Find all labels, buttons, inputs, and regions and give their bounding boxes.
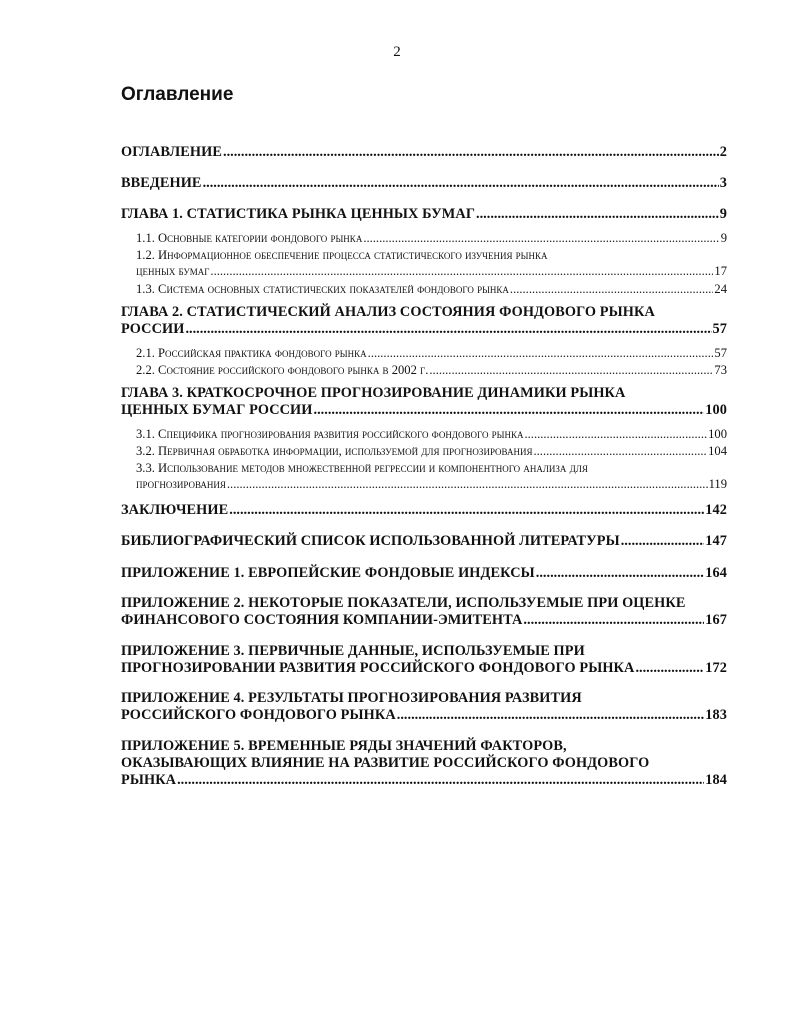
toc-entry-title-line: ПРИЛОЖЕНИЕ 2. НЕКОТОРЫЕ ПОКАЗАТЕЛИ, ИСПОЛЬЗУЕМЫЕ ПРИ ОЦЕНКЕ [121,595,686,611]
toc-entry-title: 3.2. Первичная обработка информации, используемой для прогнозирования [136,444,533,458]
dot-leader [397,707,704,724]
toc-entry-page: 172 [705,660,727,676]
toc-entry-page: 3 [719,175,727,191]
toc-entry-page: 184 [705,772,727,788]
dot-leader [368,346,714,361]
toc-entry-page: 104 [708,444,727,458]
toc-entry-title: ценных бумаг [136,264,210,278]
dot-leader [510,282,713,297]
toc-entry-title: прогнозирования [136,477,226,491]
toc-entry[interactable] [121,595,727,629]
toc-entry[interactable] [121,643,727,677]
dot-leader [229,502,704,519]
toc-entry-title: ВВЕДЕНИЕ [121,175,202,191]
dot-leader [523,612,704,629]
toc-entry-title: ЗАКЛЮЧЕНИЕ [121,502,229,518]
toc-entry-title-line: ОКАЗЫВАЮЩИХ ВЛИЯНИЕ НА РАЗВИТИЕ РОССИЙСКОГО ФОНДОВОГО [121,755,650,771]
toc-entry[interactable] [121,533,727,550]
dot-leader [210,264,713,279]
dot-leader [227,477,708,492]
dot-leader [429,363,713,378]
toc-entry-page: 17 [714,264,727,278]
toc-entry-page: 100 [705,402,727,418]
toc-entry-page: 164 [705,565,727,581]
dot-leader [621,533,705,550]
toc-entry[interactable] [121,738,727,789]
toc-entry-title-line: 3.3. Использование методов множественной регрессии и компонентного анализа для [136,461,588,475]
toc-subentry[interactable] [136,231,727,246]
toc-entry-page: 9 [720,231,727,245]
toc-subentry[interactable] [136,282,727,297]
toc-entry-title-line: ГЛАВА 3. КРАТКОСРОЧНОЕ ПРОГНОЗИРОВАНИЕ ДИНАМИКИ РЫНКА [121,385,626,401]
toc-entry-title: РЫНКА [121,772,177,788]
toc-subentry[interactable] [136,427,727,442]
toc-entry-title: БИБЛИОГРАФИЧЕСКИЙ СПИСОК ИСПОЛЬЗОВАННОЙ ЛИТЕРАТУРЫ [121,533,620,549]
toc-entry-title: ГЛАВА 1. СТАТИСТИКА РЫНКА ЦЕННЫХ БУМАГ [121,206,476,222]
toc-subentry[interactable] [136,444,727,459]
dot-leader [476,206,719,223]
toc-subentry[interactable] [136,363,727,378]
toc-entry[interactable] [121,690,727,724]
toc-entry-page: 57 [714,346,727,360]
dot-leader [635,660,704,677]
toc-entry[interactable] [121,206,727,223]
toc-entry[interactable] [121,565,727,582]
toc-entry-page: 183 [705,707,727,723]
toc-entry[interactable] [121,502,727,519]
toc-heading: Оглавление [121,84,234,105]
toc-entry-title: 1.1. Основные категории фондового рынка [136,231,363,245]
toc-entry-title: 2.1. Российская практика фондового рынка [136,346,367,360]
toc-subentry[interactable] [136,346,727,361]
toc-entry-title: ПРОГНОЗИРОВАНИИ РАЗВИТИЯ РОССИЙСКОГО ФОНДОВОГО РЫНКА [121,660,635,676]
toc-entry-title-line: ПРИЛОЖЕНИЕ 4. РЕЗУЛЬТАТЫ ПРОГНОЗИРОВАНИЯ РАЗВИТИЯ [121,690,582,706]
toc-entry-title-line: ПРИЛОЖЕНИЕ 3. ПЕРВИЧНЫЕ ДАННЫЕ, ИСПОЛЬЗУЕМЫЕ ПРИ [121,643,585,659]
toc-entry-title: ПРИЛОЖЕНИЕ 1. ЕВРОПЕЙСКИЕ ФОНДОВЫЕ ИНДЕКСЫ [121,565,535,581]
toc-entry-page: 147 [705,533,727,549]
dot-leader [536,565,704,582]
dot-leader [177,772,704,789]
toc-subentry[interactable] [136,248,727,279]
page-number: 2 [393,44,401,60]
toc-entry-page: 73 [714,363,727,377]
toc-entry-title: РОССИЙСКОГО ФОНДОВОГО РЫНКА [121,707,396,723]
dot-leader [314,402,705,419]
toc-entry-title: ФИНАНСОВОГО СОСТОЯНИЯ КОМПАНИИ-ЭМИТЕНТА [121,612,523,628]
toc-entry-title-line: ПРИЛОЖЕНИЕ 5. ВРЕМЕННЫЕ РЯДЫ ЗНАЧЕНИЙ ФАКТОРОВ, [121,738,567,754]
toc-entry-page: 142 [705,502,727,518]
toc-entry-title: 1.3. Система основных статистических показателей фондового рынка [136,282,509,296]
toc-entry-title: ОГЛАВЛЕНИЕ [121,144,222,160]
dot-leader [223,144,719,161]
dot-leader [203,175,719,192]
dot-leader [534,444,708,459]
dot-leader [525,427,708,442]
dot-leader [363,231,719,246]
toc-entry-page: 2 [719,144,727,160]
toc-entry[interactable] [121,175,727,192]
toc-entry-page: 167 [705,612,727,628]
toc-entry[interactable] [121,144,727,161]
toc-entry[interactable] [121,304,727,338]
toc-entry-page: 100 [708,427,727,441]
toc-entry-page: 9 [719,206,727,222]
toc-entry-title: 3.1. Специфика прогнозирования развития российского фондового рынка [136,427,524,441]
toc-entry-page: 24 [714,282,727,296]
toc-entry-title-line: 1.2. Информационное обеспечение процесса статистического изучения рынка [136,248,548,262]
toc-entry-title: ЦЕННЫХ БУМАГ РОССИИ [121,402,313,418]
toc-entry-page: 57 [712,321,727,337]
toc-subentry[interactable] [136,461,727,492]
toc-entry-title: 2.2. Состояние российского фондового рынка в 2002 г. [136,363,429,377]
toc-entry-page: 119 [708,477,727,491]
toc-entry-title: РОССИИ [121,321,185,337]
dot-leader [185,321,711,338]
toc-entry[interactable] [121,385,727,419]
toc-entry-title-line: ГЛАВА 2. СТАТИСТИЧЕСКИЙ АНАЛИЗ СОСТОЯНИЯ ФОНДОВОГО РЫНКА [121,304,655,320]
